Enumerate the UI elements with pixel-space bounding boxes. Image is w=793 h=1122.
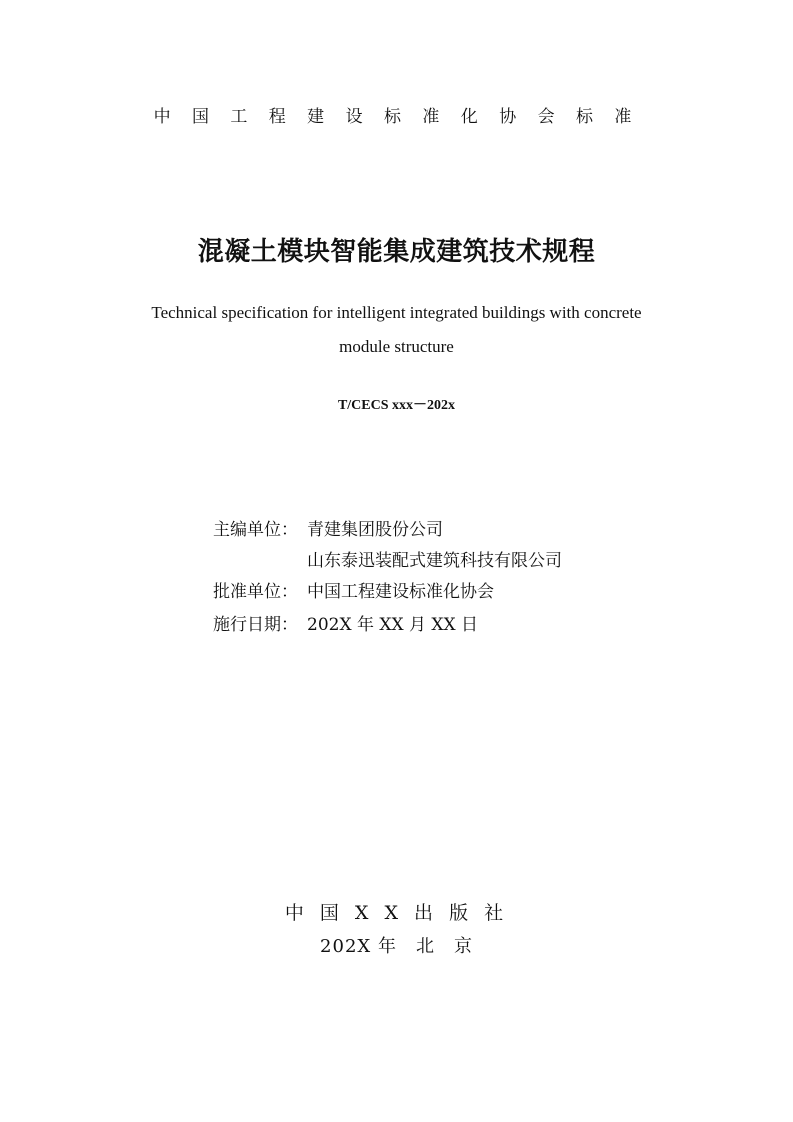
document-title-chinese: 混凝土模块智能集成建筑技术规程 [197,237,596,267]
document-title-english-line-1: Technical specification for intelligent integrated buildings with concrete [151,303,642,322]
chief-editor-label: 主编单位： [213,520,298,540]
chief-editor-1: 青建集团股份公司 [307,520,443,540]
effective-date-label: 施行日期： [213,615,298,635]
chief-editor-row [213,515,443,545]
approver-row [213,577,494,607]
effective-date: 202X 年 XX 月 XX 日 [307,615,478,635]
publish-year-city: 202X 年 北 京 [320,936,473,957]
document-title-english-line-2: module structure [339,337,454,356]
chief-editor-2: 山东泰迅装配式建筑科技有限公司 [307,551,562,571]
standard-code: T/CECS xxx－202x [337,398,456,413]
publisher: 中 国 X X 出 版 社 [284,902,509,924]
chief-editor-row-2 [213,546,562,576]
approver-label: 批准单位： [213,582,298,602]
standard-header: 中 国 工 程 建 设 标 准 化 协 会 标 准 [153,107,640,127]
effective-date-row [213,610,478,640]
approver: 中国工程建设标准化协会 [307,582,494,602]
